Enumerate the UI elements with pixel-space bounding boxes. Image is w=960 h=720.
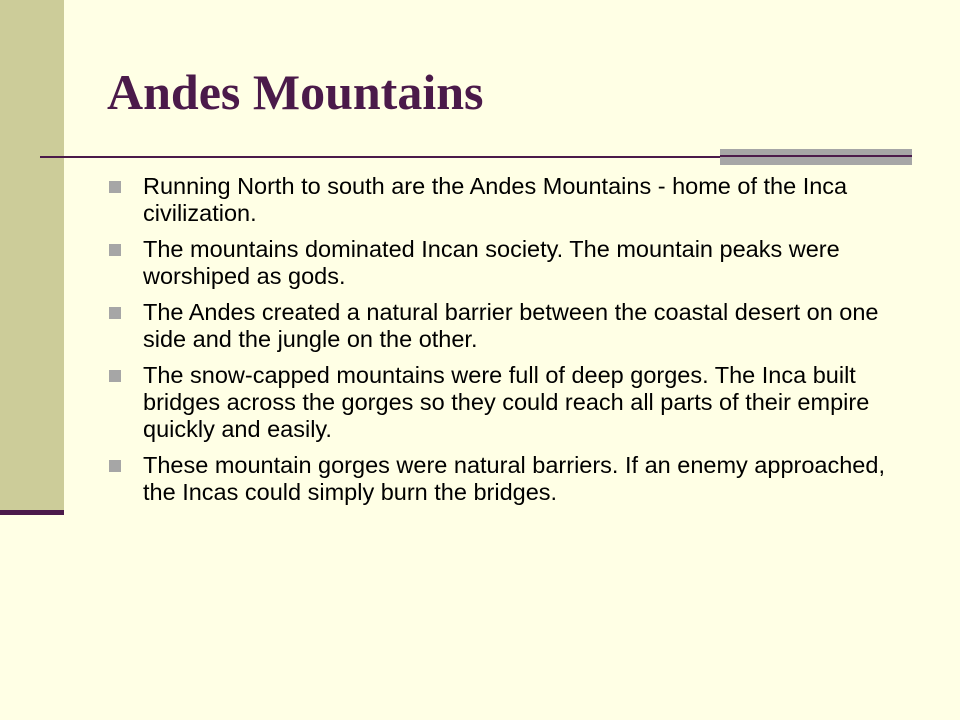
bullet-text: The mountains dominated Incan society. The mountain peaks were worshiped as gods. bbox=[143, 236, 840, 289]
square-bullet-icon bbox=[109, 307, 121, 319]
bullet-text: The Andes created a natural barrier between the coastal desert on one side and the jungle on the other. bbox=[143, 299, 879, 352]
bullet-item bbox=[108, 236, 908, 290]
bullet-item bbox=[108, 173, 908, 227]
square-bullet-icon bbox=[109, 370, 121, 382]
square-bullet-icon bbox=[109, 181, 121, 193]
decorative-side-bar bbox=[0, 0, 64, 510]
bullet-list bbox=[108, 173, 908, 515]
bullet-text: Running North to south are the Andes Mountains - home of the Inca civilization. bbox=[143, 173, 848, 226]
square-bullet-icon bbox=[109, 244, 121, 256]
slide-title: Andes Mountains bbox=[107, 64, 484, 120]
side-bar-underline bbox=[0, 510, 64, 515]
bullet-item bbox=[108, 452, 908, 506]
title-divider-accent-line bbox=[720, 155, 912, 157]
bullet-text: These mountain gorges were natural barriers. If an enemy approached, the Incas could simply burn the bridges. bbox=[143, 452, 885, 505]
bullet-item bbox=[108, 362, 908, 443]
bullet-text: The snow-capped mountains were full of deep gorges. The Inca built bridges across the gorges so they could reach all parts of their empire quickly and easily. bbox=[143, 362, 870, 442]
bullet-item bbox=[108, 299, 908, 353]
square-bullet-icon bbox=[109, 460, 121, 472]
title-divider-accent bbox=[720, 149, 912, 165]
